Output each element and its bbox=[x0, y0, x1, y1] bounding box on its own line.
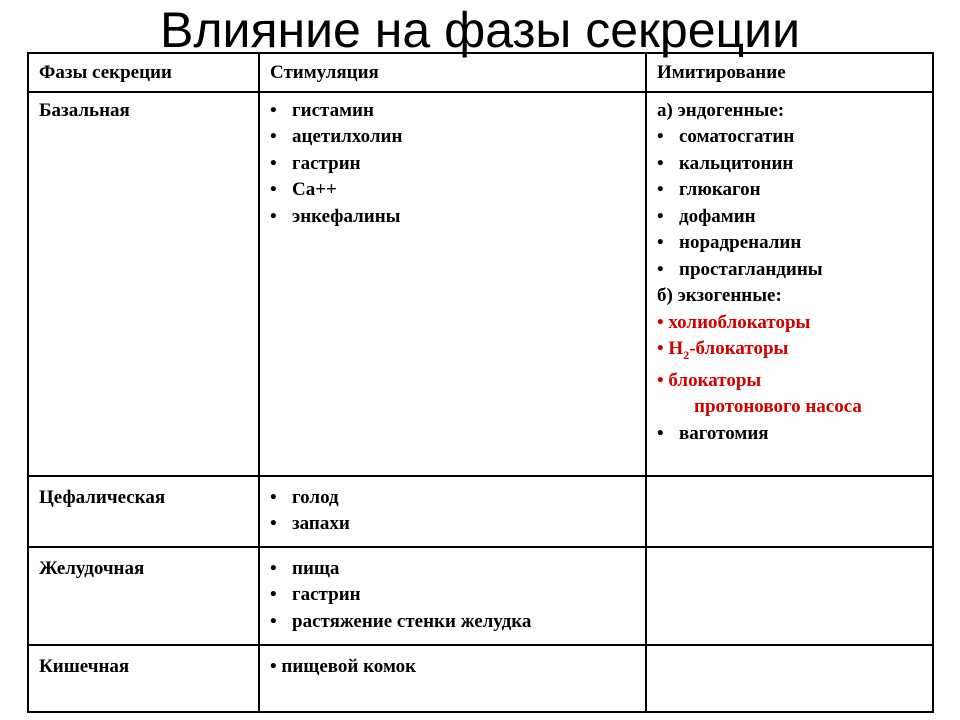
list-item: • запахи bbox=[270, 513, 350, 534]
list-item: • ваготомия bbox=[657, 422, 769, 444]
inhibition-gastric bbox=[646, 547, 933, 645]
phase-intestinal: Кишечная bbox=[28, 645, 259, 712]
table-row-basal bbox=[28, 92, 933, 476]
list-item: • пища bbox=[270, 557, 340, 579]
list-item: • гистамин bbox=[270, 99, 374, 121]
list-item: • соматосгатин bbox=[657, 126, 795, 147]
endogenous-label: а) эндогенные: bbox=[657, 99, 785, 121]
exogenous-item-ppi-line2: протонового насоса bbox=[694, 396, 862, 417]
inhibition-cephalic bbox=[646, 476, 933, 547]
exogenous-item-cholinoblockers: • холиоблокаторы bbox=[657, 311, 811, 333]
list-item: • дофамин bbox=[657, 205, 756, 227]
list-item: • норадреналин bbox=[657, 232, 802, 253]
table-header-row bbox=[28, 53, 933, 92]
list-item: • кальцитонин bbox=[657, 152, 794, 174]
stimulation-intestinal bbox=[259, 645, 646, 712]
header-inhibition: Имитирование bbox=[646, 53, 933, 92]
list-item: • гастрин bbox=[270, 584, 361, 605]
phase-gastric: Желудочная bbox=[28, 547, 259, 645]
stimulation-cephalic bbox=[259, 476, 646, 547]
stimulation-basal bbox=[259, 92, 646, 476]
exogenous-item-h2-blockers: • $Н_2$-блокаторы bbox=[657, 338, 789, 362]
header-stimulation: Стимуляция bbox=[259, 53, 646, 92]
phase-basal: Базальная bbox=[28, 92, 259, 476]
phase-cephalic: Цефалическая bbox=[28, 476, 259, 547]
table-row-intestinal bbox=[28, 645, 933, 712]
list-item: • ацетилхолин bbox=[270, 126, 403, 147]
list-item: • голод bbox=[270, 486, 339, 508]
list-item: • глюкагон bbox=[657, 179, 761, 200]
list-item: • гастрин bbox=[270, 152, 361, 174]
list-item: • пищевой комок bbox=[270, 655, 417, 677]
inhibition-basal bbox=[646, 92, 933, 476]
table-row-gastric bbox=[28, 547, 933, 645]
list-item: • Са++ bbox=[270, 179, 337, 200]
secretion-phases-table bbox=[27, 52, 934, 713]
slide-title: Влияние на фазы секреции bbox=[159, 2, 800, 58]
table-row-cephalic bbox=[28, 476, 933, 547]
inhibition-intestinal bbox=[646, 645, 933, 712]
header-phases: Фазы секреции bbox=[28, 53, 259, 92]
exogenous-item-ppi-line1: • блокаторы bbox=[657, 369, 762, 391]
stimulation-gastric bbox=[259, 547, 646, 645]
list-item: • энкефалины bbox=[270, 205, 401, 227]
list-item: • растяжение стенки желудка bbox=[270, 610, 532, 632]
exogenous-label: б) экзогенные: bbox=[657, 285, 782, 306]
list-item: • простагландины bbox=[657, 258, 823, 280]
